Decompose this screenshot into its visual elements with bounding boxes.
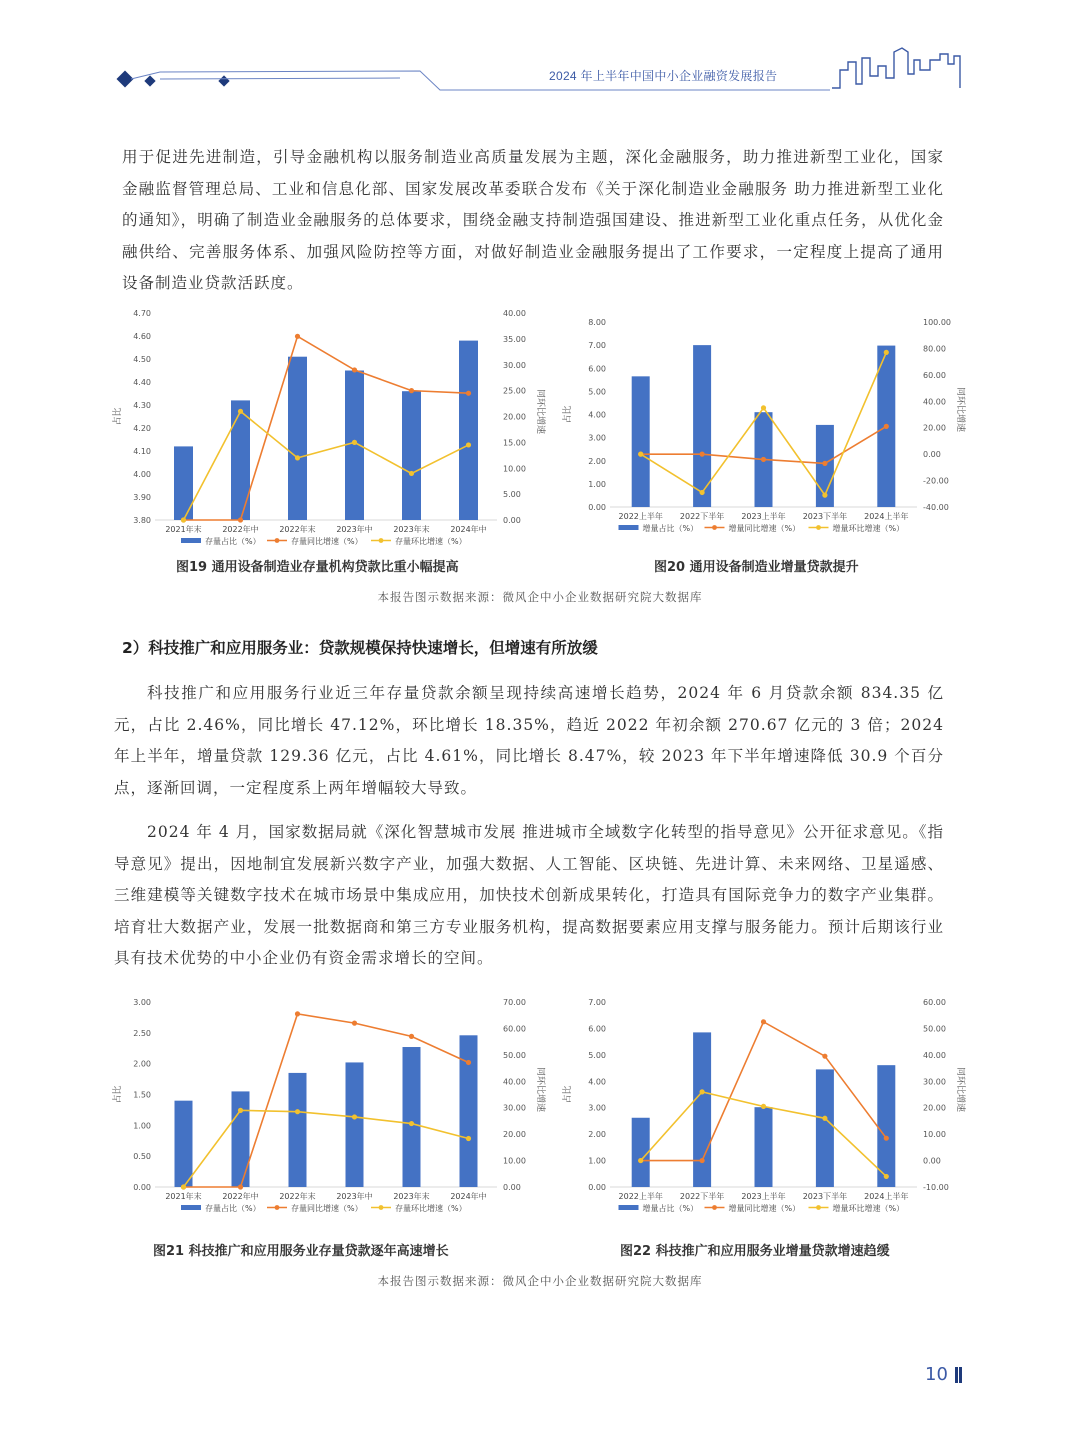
y-left-tick-label: 1.00 xyxy=(588,479,606,489)
y-right-tick-label: 20.00 xyxy=(503,412,526,422)
x-tick-label: 2023下半年 xyxy=(802,1192,848,1201)
legend-label: 存量占比（%） xyxy=(205,537,261,546)
y-right-tick-label: 15.00 xyxy=(503,438,526,448)
legend-swatch-marker xyxy=(275,1205,280,1210)
y-left-axis-title: 占比 xyxy=(113,1085,123,1104)
y-left-tick-label: 2.50 xyxy=(133,1028,151,1038)
y-right-tick-label: 50.00 xyxy=(503,1050,526,1060)
data-point xyxy=(638,1158,643,1163)
legend-swatch-bar xyxy=(619,1205,639,1210)
y-right-axis-title: 同环比增速 xyxy=(955,1066,965,1113)
source-note: 本报告图示数据来源：微风企中小企业数据研究院大数据库 xyxy=(377,590,703,604)
y-right-tick-label: 60.00 xyxy=(923,998,946,1007)
chart-19-caption: 图19 通用设备制造业存量机构贷款比重小幅提高 xyxy=(176,560,459,575)
y-left-tick-label: 2.00 xyxy=(588,456,606,466)
y-left-tick-label: 6.00 xyxy=(588,364,606,374)
paragraph-digital-city: 2024 年 4 月，国家数据局就《深化智慧城市发展 推进城市全域数字化转型的指导意见》公开征求意见。《指导意见》提出，因地制宜发展新兴数字产业，加强大数据、人工智能、区块链、先进计算、未来网络、卫星遥感、三维建模等关键数字技术在城市场景中集成应用，加快技术创新成果转化，打造具有国际竞争力的数字产业集群。培育壮大数据产业，发展一批数据商和第三方专业服务机构，提高数据要素应用支撑与服务能力。预计后期该行业具有技术优势的中小企业仍有资金需求增长的空间。 xyxy=(114,823,944,967)
y-right-tick-label: 30.00 xyxy=(923,1077,946,1087)
page-number-bar-icon xyxy=(955,1367,962,1383)
legend-swatch-marker xyxy=(816,525,821,530)
x-tick-label: 2024上半年 xyxy=(864,512,909,521)
y-right-tick-label: 25.00 xyxy=(503,386,526,396)
source-note-2: 本报告图示数据来源：微风企中小企业数据研究院大数据库 xyxy=(377,1274,703,1288)
x-tick-label: 2021年末 xyxy=(165,1192,202,1201)
y-left-tick-label: 6.00 xyxy=(588,1024,606,1034)
legend-swatch-marker xyxy=(816,1205,821,1210)
y-left-axis-title: 占比 xyxy=(113,407,123,426)
y-right-tick-label: 70.00 xyxy=(503,998,526,1007)
data-point xyxy=(295,1011,300,1016)
x-tick-label: 2022上半年 xyxy=(618,1192,663,1201)
y-left-tick-label: 4.00 xyxy=(588,410,606,420)
y-left-tick-label: 4.00 xyxy=(588,1077,606,1087)
y-right-tick-label: -10.00 xyxy=(923,1183,949,1192)
x-tick-label: 2024上半年 xyxy=(864,1192,909,1201)
data-point xyxy=(352,367,357,372)
diamond-icon xyxy=(117,71,134,88)
y-right-tick-label: 50.00 xyxy=(923,1024,946,1034)
y-right-tick-label: 35.00 xyxy=(503,334,526,344)
legend-label: 增量占比（%） xyxy=(642,524,699,533)
legend-swatch-marker xyxy=(379,1205,384,1210)
y-left-tick-label: 4.00 xyxy=(133,470,151,479)
data-point xyxy=(409,388,414,393)
y-right-tick-label: 60.00 xyxy=(923,370,946,380)
legend-label: 存量同比增速（%） xyxy=(291,537,363,546)
x-tick-label: 2023年末 xyxy=(393,1192,430,1201)
bar xyxy=(877,1065,895,1187)
chart-21-svg xyxy=(110,992,550,1232)
y-left-tick-label: 5.00 xyxy=(588,1050,606,1060)
data-point xyxy=(238,1184,243,1189)
series-line xyxy=(184,336,469,520)
legend-label: 增量环比增速（%） xyxy=(832,524,905,533)
data-point xyxy=(409,1121,414,1126)
legend-swatch-marker xyxy=(275,538,280,543)
data-point xyxy=(700,490,705,495)
x-tick-label: 2022年末 xyxy=(279,1192,316,1201)
x-tick-label: 2022上半年 xyxy=(618,512,663,521)
y-right-tick-label: 80.00 xyxy=(923,344,946,354)
y-right-tick-label: 40.00 xyxy=(503,1077,526,1087)
data-point xyxy=(884,424,889,429)
x-tick-label: 2023上半年 xyxy=(741,512,786,521)
y-left-tick-label: 8.00 xyxy=(588,318,606,327)
legend-label: 增量占比（%） xyxy=(642,1204,699,1213)
diamond-icon xyxy=(218,75,229,86)
y-right-tick-label: 20.00 xyxy=(923,423,946,433)
legend-label: 增量同比增速（%） xyxy=(728,1204,801,1213)
y-left-tick-label: 1.50 xyxy=(133,1090,151,1100)
paragraph-tech-loans: 科技推广和应用服务行业近三年存量贷款余额呈现持续高速增长趋势，2024 年 6 月贷款余额 834.35 亿元，占比 2.46%，同比增长 47.12%，环比增长 18.35%，趋近 2022 年初余额 270.67 亿元的 3 倍；2024 年上半年，增量贷款 129.36 亿元，占比 4.61%，同比增长 8.47%，较 2023 年下半年增速降低 30.9 个百分点，逐渐回调，一定程度系上两年增幅较大导致。 xyxy=(114,684,944,797)
data-point xyxy=(822,1054,827,1059)
data-point xyxy=(352,1114,357,1119)
y-left-tick-label: 2.00 xyxy=(588,1130,606,1140)
x-tick-label: 2022年中 xyxy=(222,525,259,534)
y-left-tick-label: 7.00 xyxy=(588,998,606,1007)
data-point xyxy=(638,452,643,457)
section-heading: 2）科技推广和应用服务业：贷款规模保持快速增长，但增速有所放缓 xyxy=(122,639,598,657)
bar xyxy=(755,1107,773,1187)
y-left-tick-label: 4.70 xyxy=(133,309,151,318)
chart-19-svg xyxy=(110,305,550,550)
chart-22-svg xyxy=(560,992,970,1232)
data-point xyxy=(822,493,827,498)
chart-19 xyxy=(110,305,550,550)
chart-20 xyxy=(560,312,970,550)
y-left-axis-title: 占比 xyxy=(563,1085,573,1104)
legend-label: 存量环比增速（%） xyxy=(395,1204,467,1213)
x-tick-label: 2022下半年 xyxy=(679,1192,725,1201)
data-point xyxy=(700,452,705,457)
chart-20-caption: 图20 通用设备制造业增量贷款提升 xyxy=(654,560,859,575)
data-point xyxy=(700,1158,705,1163)
chart-21-caption: 图21 科技推广和应用服务业存量贷款逐年高速增长 xyxy=(153,1244,449,1259)
bar xyxy=(460,1035,478,1187)
data-point xyxy=(884,1136,889,1141)
y-left-tick-label: 4.40 xyxy=(133,378,151,387)
y-left-tick-label: 4.50 xyxy=(133,355,151,364)
chart-20-svg xyxy=(560,312,970,550)
x-tick-label: 2023年中 xyxy=(336,1192,373,1201)
y-right-tick-label: 60.00 xyxy=(503,1024,526,1034)
y-right-tick-label: 30.00 xyxy=(503,360,526,370)
data-point xyxy=(884,1174,889,1179)
chart-22 xyxy=(560,992,970,1232)
x-tick-label: 2021年末 xyxy=(165,525,202,534)
y-left-tick-label: 1.00 xyxy=(588,1156,606,1166)
legend-swatch-marker xyxy=(379,538,384,543)
bar xyxy=(402,391,421,520)
legend-label: 存量环比增速（%） xyxy=(395,537,467,546)
x-tick-label: 2024年中 xyxy=(450,525,487,534)
chart-21 xyxy=(110,992,550,1232)
y-left-tick-label: 3.00 xyxy=(588,433,606,443)
y-left-tick-label: 0.00 xyxy=(588,503,606,512)
y-left-tick-label: 3.80 xyxy=(133,516,151,525)
series-line xyxy=(184,1014,469,1187)
bar xyxy=(346,1062,364,1187)
y-right-tick-label: 10.00 xyxy=(923,1130,946,1140)
y-left-tick-label: 4.60 xyxy=(133,332,151,341)
data-point xyxy=(884,350,889,355)
data-point xyxy=(409,1034,414,1039)
bar xyxy=(231,400,250,520)
series-line xyxy=(184,1110,469,1187)
y-left-tick-label: 5.00 xyxy=(588,387,606,397)
x-tick-label: 2023下半年 xyxy=(802,512,848,521)
y-left-axis-title: 占比 xyxy=(563,405,573,424)
data-point xyxy=(238,517,243,522)
data-point xyxy=(238,1108,243,1113)
y-right-tick-label: 20.00 xyxy=(503,1130,526,1140)
data-point xyxy=(238,409,243,414)
legend-label: 存量占比（%） xyxy=(205,1204,261,1213)
x-tick-label: 2023年末 xyxy=(393,525,430,534)
series-line xyxy=(184,411,469,520)
y-right-tick-label: 0.00 xyxy=(923,450,941,460)
y-left-tick-label: 1.00 xyxy=(133,1121,151,1131)
data-point xyxy=(181,1184,186,1189)
data-point xyxy=(466,391,471,396)
data-point xyxy=(295,334,300,339)
data-point xyxy=(761,1104,766,1109)
y-right-tick-label: -20.00 xyxy=(923,476,949,486)
y-right-tick-label: 0.00 xyxy=(503,516,521,525)
y-left-tick-label: 3.00 xyxy=(588,1103,606,1113)
page-number: 10 xyxy=(925,1364,948,1385)
legend-swatch-bar xyxy=(619,525,639,530)
data-point xyxy=(295,1109,300,1114)
data-point xyxy=(822,461,827,466)
x-tick-label: 2022年末 xyxy=(279,525,316,534)
y-left-tick-label: 0.00 xyxy=(588,1183,606,1192)
skyline-icon xyxy=(832,48,960,88)
y-right-tick-label: 30.00 xyxy=(503,1103,526,1113)
bar xyxy=(232,1091,250,1187)
data-point xyxy=(822,1116,827,1121)
data-point xyxy=(466,1136,471,1141)
legend-swatch-bar xyxy=(181,538,201,543)
y-right-tick-label: 40.00 xyxy=(923,397,946,407)
y-left-tick-label: 7.00 xyxy=(588,341,606,351)
x-tick-label: 2023年中 xyxy=(336,525,373,534)
data-point xyxy=(409,471,414,476)
y-right-axis-title: 同环比增速 xyxy=(535,1066,545,1113)
data-point xyxy=(700,1089,705,1094)
y-left-tick-label: 3.00 xyxy=(133,998,151,1007)
chart-22-caption: 图22 科技推广和应用服务业增量贷款增速趋缓 xyxy=(620,1244,890,1259)
y-right-tick-label: 0.00 xyxy=(923,1156,941,1166)
data-point xyxy=(761,1019,766,1024)
data-point xyxy=(352,440,357,445)
data-point xyxy=(352,1021,357,1026)
y-left-tick-label: 0.50 xyxy=(133,1152,151,1162)
bar xyxy=(403,1047,421,1187)
y-left-tick-label: 0.00 xyxy=(133,1183,151,1192)
bar xyxy=(175,1101,193,1187)
data-point xyxy=(761,457,766,462)
bar xyxy=(459,341,478,520)
bar xyxy=(288,357,307,520)
y-right-tick-label: 10.00 xyxy=(503,464,526,474)
data-point xyxy=(466,442,471,447)
paragraph-intro: 用于促进先进制造，引导金融机构以服务制造业高质量发展为主题，深化金融服务，助力推进新型工业化，国家金融监督管理总局、工业和信息化部、国家发展改革委联合发布《关于深化制造业金融服务 助力推进新型工业化的通知》，明确了制造业金融服务的总体要求，围绕金融支持制造强国建设、推进新型工业化重点任务，从优化金融供给、完善服务体系、加强风险防控等方面，对做好制造业金融服务提出了工作要求，一定程度上提高了通用设备制造业贷款活跃度。 xyxy=(122,148,944,292)
report-title: 2024 年上半年中国中小企业融资发展报告 xyxy=(549,69,778,83)
y-right-tick-label: 40.00 xyxy=(503,309,526,318)
legend-label: 存量同比增速（%） xyxy=(291,1204,363,1213)
y-right-tick-label: -40.00 xyxy=(923,503,949,512)
y-right-tick-label: 10.00 xyxy=(503,1156,526,1166)
y-right-axis-title: 同环比增速 xyxy=(955,386,965,433)
x-tick-label: 2022下半年 xyxy=(679,512,725,521)
header-decoration xyxy=(0,0,1080,110)
legend-swatch-marker xyxy=(712,1205,717,1210)
y-right-tick-label: 20.00 xyxy=(923,1103,946,1113)
x-tick-label: 2023上半年 xyxy=(741,1192,786,1201)
y-right-axis-title: 同环比增速 xyxy=(535,388,545,435)
y-right-tick-label: 0.00 xyxy=(503,1183,521,1192)
legend-label: 增量同比增速（%） xyxy=(728,524,801,533)
legend-label: 增量环比增速（%） xyxy=(832,1204,905,1213)
bar xyxy=(693,1032,711,1187)
diamond-icon xyxy=(144,75,155,86)
y-left-tick-label: 4.20 xyxy=(133,424,151,433)
y-right-tick-label: 40.00 xyxy=(923,1050,946,1060)
legend-swatch-marker xyxy=(712,525,717,530)
bar xyxy=(289,1073,307,1187)
data-point xyxy=(761,405,766,410)
page-header xyxy=(0,0,1080,110)
y-right-tick-label: 5.00 xyxy=(503,490,521,500)
y-left-tick-label: 2.00 xyxy=(133,1059,151,1069)
data-point xyxy=(295,455,300,460)
x-tick-label: 2024年中 xyxy=(450,1192,487,1201)
data-point xyxy=(466,1060,471,1065)
y-left-tick-label: 4.10 xyxy=(133,447,151,456)
data-point xyxy=(181,517,186,522)
bar xyxy=(816,1069,834,1187)
y-left-tick-label: 3.90 xyxy=(133,493,151,502)
y-right-tick-label: 100.00 xyxy=(923,318,951,327)
y-left-tick-label: 4.30 xyxy=(133,401,151,410)
legend-swatch-bar xyxy=(181,1205,201,1210)
x-tick-label: 2022年中 xyxy=(222,1192,259,1201)
bar xyxy=(632,376,650,507)
